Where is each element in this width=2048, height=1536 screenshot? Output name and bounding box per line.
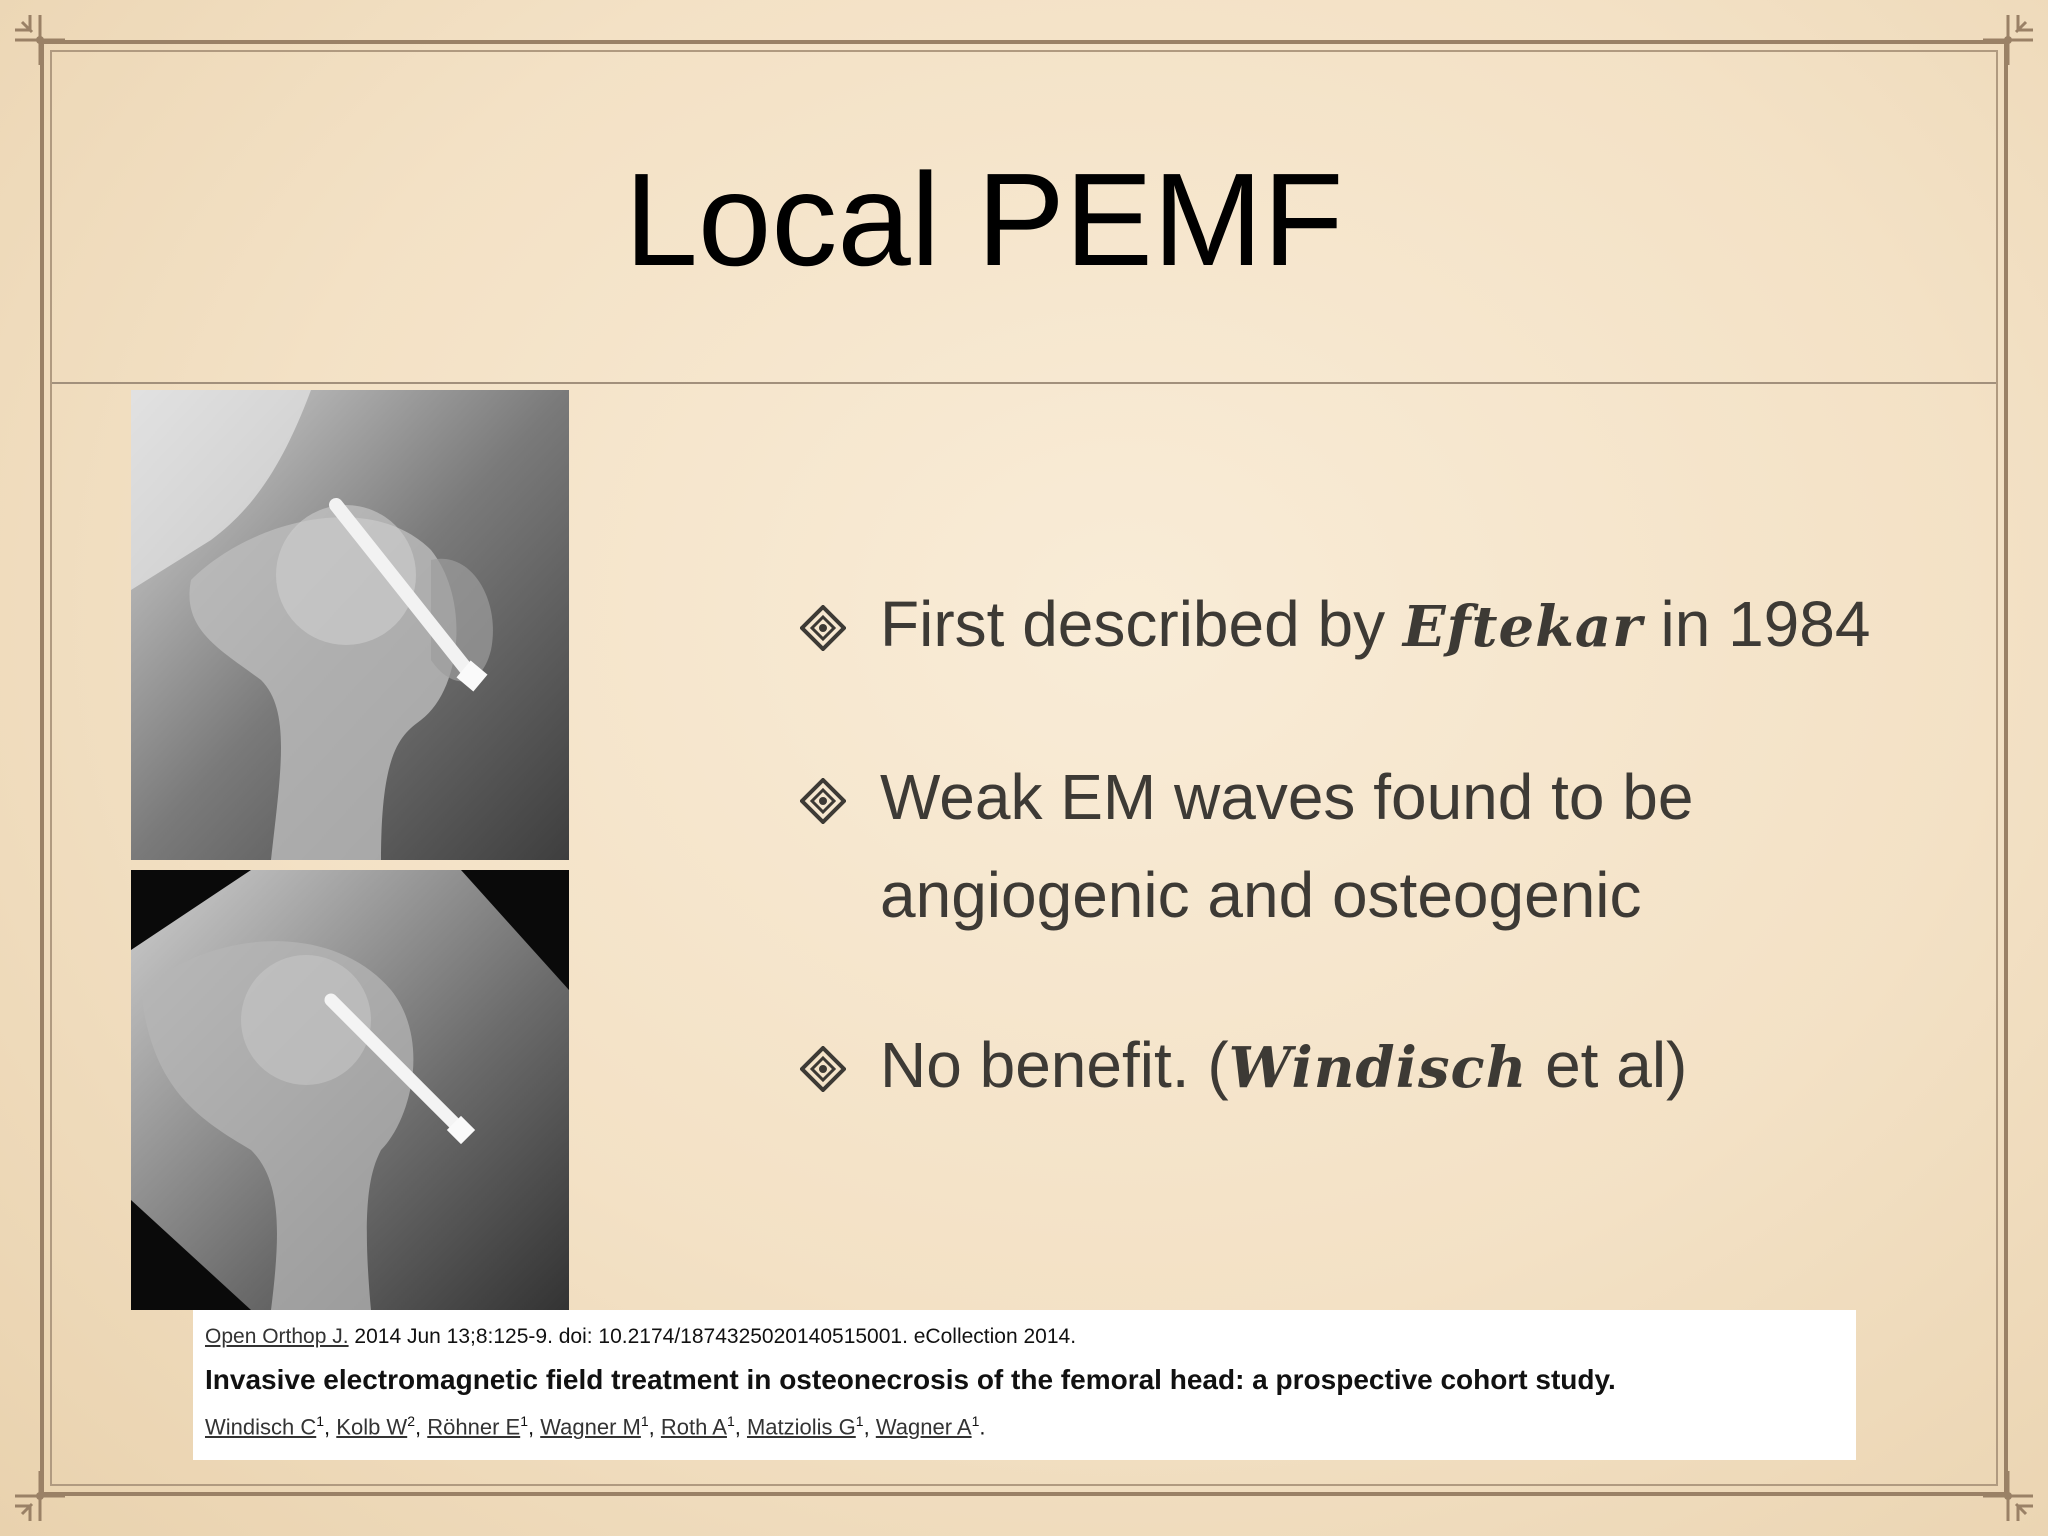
- author-name-script: Eftekar: [1402, 594, 1643, 660]
- corner-flourish-icon: [1978, 1466, 2038, 1526]
- citation-source: [205, 1322, 1856, 1352]
- bullet-item: [800, 575, 1950, 676]
- author-link[interactable]: Kolb W: [336, 1414, 408, 1440]
- citation-title: Invasive electromagnetic field treatment in osteonecrosis of the femoral head: a prospective cohort study.: [205, 1364, 1616, 1395]
- author-separator: .: [979, 1414, 986, 1440]
- author-link[interactable]: Matziolis G: [746, 1414, 856, 1440]
- bullet-list: [800, 575, 1950, 1117]
- slide-title: Local PEMF: [624, 146, 1344, 293]
- author-separator: ,: [324, 1414, 337, 1440]
- author-affiliation: 1: [855, 1413, 864, 1429]
- author-link[interactable]: Windisch C: [205, 1414, 317, 1440]
- bullet-text: Weak EM waves found to be angiogenic and osteogenic: [880, 761, 1694, 931]
- bullet-text: First described by: [880, 588, 1403, 660]
- author-affiliation: 1: [520, 1413, 528, 1429]
- author-link[interactable]: Wagner A: [875, 1414, 972, 1440]
- bullet-item: [800, 748, 1950, 944]
- citation-box: [193, 1310, 1856, 1460]
- corner-flourish-icon: [10, 10, 70, 70]
- author-affiliation: 1: [971, 1413, 980, 1429]
- citation-authors: [205, 1404, 1856, 1444]
- title-divider: [52, 382, 1996, 384]
- author-separator: ,: [415, 1414, 428, 1440]
- ornate-diamond-bullet-icon: [800, 605, 846, 651]
- ornate-diamond-bullet-icon: [800, 778, 846, 824]
- citation-details: 2014 Jun 13;8:125-9. doi: 10.2174/1874325020140515001. eCollection 2014.: [348, 1325, 1077, 1348]
- corner-flourish-icon: [10, 1466, 70, 1526]
- bullet-text: in 1984: [1642, 588, 1871, 660]
- ornate-diamond-bullet-icon: [800, 1046, 846, 1092]
- author-affiliation: 1: [640, 1413, 649, 1429]
- author-link[interactable]: Wagner M: [540, 1414, 641, 1440]
- author-separator: ,: [734, 1414, 747, 1440]
- bullet-text: et al): [1527, 1029, 1688, 1101]
- corner-flourish-icon: [1978, 10, 2038, 70]
- author-affiliation: 1: [726, 1413, 735, 1429]
- xray-image-bottom: [131, 870, 569, 1310]
- bullet-text: No benefit. (: [880, 1029, 1229, 1101]
- bullet-item: [800, 1016, 1950, 1117]
- author-affiliation: 2: [407, 1413, 415, 1429]
- journal-link[interactable]: Open Orthop J.: [205, 1325, 349, 1348]
- author-name-script: Windisch: [1228, 1035, 1528, 1101]
- author-affiliation: 1: [316, 1413, 325, 1429]
- author-separator: ,: [863, 1414, 876, 1440]
- author-separator: ,: [527, 1414, 541, 1440]
- author-separator: ,: [648, 1414, 661, 1440]
- author-link[interactable]: Röhner E: [427, 1414, 521, 1440]
- xray-image-top: [131, 390, 569, 860]
- author-link[interactable]: Roth A: [660, 1414, 727, 1440]
